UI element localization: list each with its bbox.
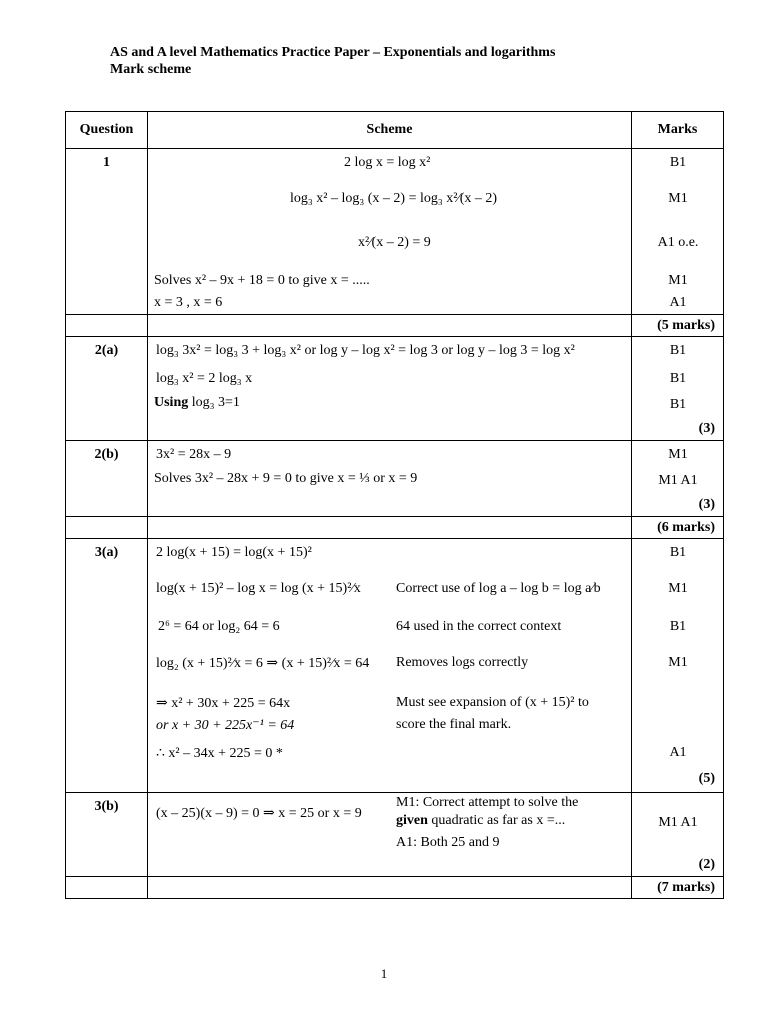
- title-line-1: AS and A level Mathematics Practice Paper – Exponentials and logarithms: [110, 45, 556, 60]
- q3a-step5: ⇒ x² + 30x + 225 = 64x: [156, 696, 291, 711]
- q2a-mark1: B1: [669, 343, 687, 358]
- q2a-scheme: [148, 337, 632, 441]
- q3a-step4: log₂ (x + 15)²⁄x = 6 ⇒ (x + 15)²⁄x = 64: [156, 656, 370, 671]
- q3b-marks: [632, 793, 724, 877]
- q1-mark5: A1: [669, 295, 687, 310]
- q3b-step1: (x – 25)(x – 9) = 0 ⇒ x = 25 or x = 9: [156, 806, 362, 821]
- q3b-label: 3(b): [66, 793, 148, 877]
- q3a-note2: Correct use of log a – log b = log a⁄b: [396, 581, 601, 596]
- col-marks: Marks: [632, 112, 724, 149]
- q2-total: (6 marks): [657, 520, 715, 535]
- q1-mark3: A1 o.e.: [657, 235, 699, 250]
- q3a-step3: 2⁶ = 64 or log₂ 64 = 6: [158, 619, 280, 634]
- q1-step1: 2 log x = log x²: [344, 155, 431, 170]
- q2b-step2: Solves 3x² – 28x + 9 = 0 to give x = ⅓ or x = 9: [154, 471, 418, 486]
- q2b-mark1: M1: [668, 447, 688, 462]
- q1-marks: [632, 149, 724, 315]
- q2a-marks: [632, 337, 724, 441]
- header-row: [66, 112, 724, 149]
- q3a-label: 3(a): [66, 539, 148, 793]
- col-scheme: Scheme: [148, 112, 632, 149]
- q2a-row: [66, 337, 724, 441]
- q2a-step2: log₃ x² = 2 log₃ x: [156, 371, 253, 386]
- q3a-note3: 64 used in the correct context: [396, 619, 562, 634]
- q1-step2: log₃ x² – log₃ (x – 2) = log₃ x²⁄(x – 2): [290, 191, 498, 206]
- q1-total-row: [66, 315, 724, 337]
- q2a-step1: log₃ 3x² = log₃ 3 + log₃ x² or log y – log x² = log 3 or log y – log 3 = log x²: [156, 343, 575, 358]
- q3a-step1: 2 log(x + 15) = log(x + 15)²: [156, 545, 312, 560]
- q3a-mark4: M1: [668, 655, 688, 670]
- q3a-mark1: B1: [669, 545, 687, 560]
- q3a-step2: log(x + 15)² – log x = log (x + 15)²⁄x: [156, 581, 361, 596]
- q3a-note5: Must see expansion of (x + 15)² to: [396, 695, 589, 710]
- q3b-note2: A1: Both 25 and 9: [396, 835, 500, 850]
- q2-total-row: [66, 517, 724, 539]
- mark-scheme-table: [65, 111, 724, 899]
- q3a-mark3: B1: [669, 619, 687, 634]
- q2b-mark2: M1 A1: [658, 473, 698, 488]
- q3a-step6: or x + 30 + 225x⁻¹ = 64: [156, 718, 295, 733]
- q1-step5: x = 3 , x = 6: [154, 295, 223, 310]
- q2b-scheme: [148, 441, 632, 517]
- q1-mark2: M1: [668, 191, 688, 206]
- q3b-subtotal: (2): [698, 857, 715, 872]
- document-title: [110, 44, 555, 78]
- q3b-mark1: M1 A1: [658, 815, 698, 830]
- q2a-label: 2(a): [66, 337, 148, 441]
- q1-label: 1: [66, 149, 148, 315]
- q3-total: (7 marks): [657, 880, 715, 895]
- q3b-note1a: M1: Correct attempt to solve the: [396, 795, 579, 810]
- q3b-row: [66, 793, 724, 877]
- q3a-subtotal: (5): [698, 771, 715, 786]
- q3a-note4: Removes logs correctly: [396, 655, 529, 670]
- q3-total-row: [66, 877, 724, 899]
- q1-mark4: M1: [668, 273, 688, 288]
- q1-row: [66, 149, 724, 315]
- q2b-step1: 3x² = 28x – 9: [156, 447, 232, 462]
- q2a-mark3: B1: [669, 397, 687, 412]
- title-line-2: Mark scheme: [110, 62, 192, 77]
- q2b-row: [66, 441, 724, 517]
- q2b-marks: [632, 441, 724, 517]
- q2b-label: 2(b): [66, 441, 148, 517]
- q3b-scheme: [148, 793, 632, 877]
- q3a-scheme: [148, 539, 632, 793]
- q3a-row: [66, 539, 724, 793]
- q2a-step3: Using log₃ 3=1: [154, 395, 240, 410]
- q2b-subtotal: (3): [698, 497, 715, 512]
- q1-step3: x²⁄(x – 2) = 9: [358, 235, 431, 250]
- q3b-note1b: given quadratic as far as x =...: [396, 813, 566, 828]
- q3a-mark2: M1: [668, 581, 688, 596]
- q2a-subtotal: (3): [698, 421, 715, 436]
- q2a-mark2: B1: [669, 371, 687, 386]
- q1-scheme: [148, 149, 632, 315]
- col-question: Question: [66, 112, 148, 149]
- q1-mark1: B1: [669, 155, 687, 170]
- q3a-step7: ∴ x² – 34x + 225 = 0 *: [156, 746, 283, 761]
- q3a-marks: [632, 539, 724, 793]
- q1-step4: Solves x² – 9x + 18 = 0 to give x = .....: [154, 273, 370, 288]
- q3a-mark7: A1: [669, 745, 687, 760]
- q3a-note6: score the final mark.: [396, 717, 512, 732]
- q1-total: (5 marks): [657, 318, 715, 333]
- page-number: 1: [380, 966, 388, 981]
